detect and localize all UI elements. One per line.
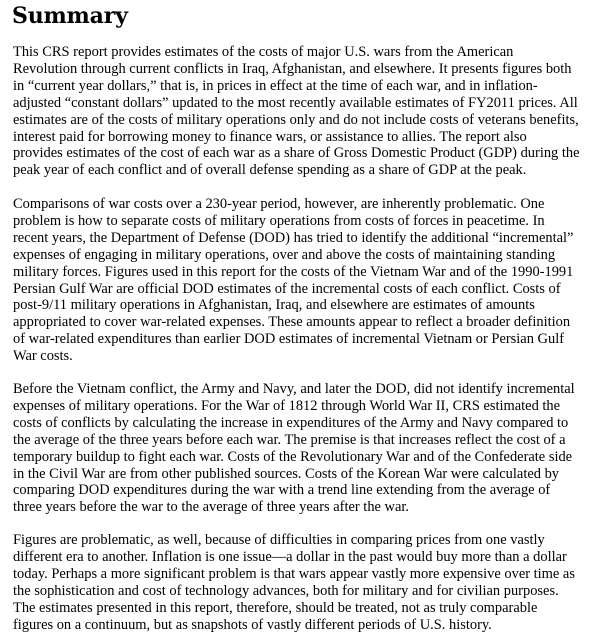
paragraph-4 xyxy=(13,532,575,633)
paragraph-line: The estimates presented in this report, therefore, should be treated, not as truly comparable xyxy=(13,599,538,616)
section-heading: Summary xyxy=(12,3,128,29)
document-page xyxy=(12,0,593,633)
paragraph-line: recent years, the Department of Defense (DOD) has tried to identify the additional “incremental” xyxy=(13,229,574,246)
paragraph-line: Figures are problematic, as well, because of difficulties in comparing prices from one vastly xyxy=(13,532,545,548)
paragraph-1 xyxy=(13,44,580,179)
paragraph-line: estimates are of the costs of military operations only and do not include costs of veterans benefits, xyxy=(13,111,579,128)
paragraph-line: Persian Gulf War are official DOD estimates of the incremental costs of each conflict. Costs of xyxy=(13,280,561,297)
paragraph-line: This CRS report provides estimates of the costs of major U.S. wars from the American xyxy=(13,44,514,60)
paragraph-line: figures on a continuum, but as snapshots of vastly different periods of U.S. history. xyxy=(13,616,492,633)
paragraph-line: in the Civil War are from other published sources. Costs of the Korean War were calculated by xyxy=(13,465,560,482)
paragraph-line: comparing DOD expenditures during the war with a trend line extending from the average of xyxy=(13,482,551,499)
paragraph-line: adjusted “constant dollars” updated to the most recently available estimates of FY2011 prices. All xyxy=(13,94,578,111)
paragraph-line: War costs. xyxy=(13,348,73,365)
paragraph-line: expenses of military operations. For the War of 1812 through World War II, CRS estimated the xyxy=(13,397,561,414)
paragraph-line: interest paid for borrowing money to finance wars, or assistance to allies. The report also xyxy=(13,128,527,145)
paragraph-line: in “current year dollars,” that is, in prices in effect at the time of each war, and in inflation- xyxy=(13,77,538,94)
paragraph-line: the average of the three years before each war. The premise is that increases reflect the cost of a xyxy=(13,431,566,448)
paragraph-line: the sophistication and cost of technology advances, both for military and for civilian purposes. xyxy=(13,582,559,599)
paragraph-3 xyxy=(13,381,575,516)
paragraph-line: problem is how to separate costs of military operations from costs of forces in peacetime. In xyxy=(13,212,545,229)
paragraph-line: of war-related expenditures than earlier DOD estimates of incremental Vietnam or Persian Gulf xyxy=(13,331,565,348)
paragraph-line: post-9/11 military operations in Afghanistan, Iraq, and elsewhere are estimates of amounts xyxy=(13,297,535,314)
paragraph-line: three years before the war to the average of three years after the war. xyxy=(13,499,410,516)
paragraph-line: Revolution through current conflicts in Iraq, Afghanistan, and elsewhere. It presents figures both xyxy=(13,60,572,77)
paragraph-line: temporary buildup to fight each war. Costs of the Revolutionary War and of the Confederate side xyxy=(13,448,573,465)
paragraph-line: today. Perhaps a more significant problem is that wars appear vastly more expensive over time as xyxy=(13,565,575,582)
paragraph-line: provides estimates of the cost of each war as a share of Gross Domestic Product (GDP) during the xyxy=(13,145,580,162)
paragraph-line: costs of conflicts by calculating the increase in expenditures of the Army and Navy compared to xyxy=(13,414,569,431)
paragraph-line: expenses of engaging in military operations, over and above the costs of maintaining standing xyxy=(13,246,556,263)
paragraph-line: military forces. Figures used in this report for the costs of the Vietnam War and of the 1990-1991 xyxy=(13,263,574,280)
paragraph-line: Comparisons of war costs over a 230-year period, however, are inherently problematic. One xyxy=(13,196,545,212)
paragraph-line: peak year of each conflict and of overall defense spending as a share of GDP at the peak. xyxy=(13,162,527,179)
paragraph-line: different era to another. Inflation is one issue—a dollar in the past would buy more than a dollar xyxy=(13,548,567,565)
paragraph-line: appropriated to cover war-related expenses. These amounts appear to reflect a broader definition xyxy=(13,314,571,331)
paragraph-line: Before the Vietnam conflict, the Army and Navy, and later the DOD, did not identify incremental xyxy=(13,381,575,397)
paragraph-2 xyxy=(13,196,573,365)
